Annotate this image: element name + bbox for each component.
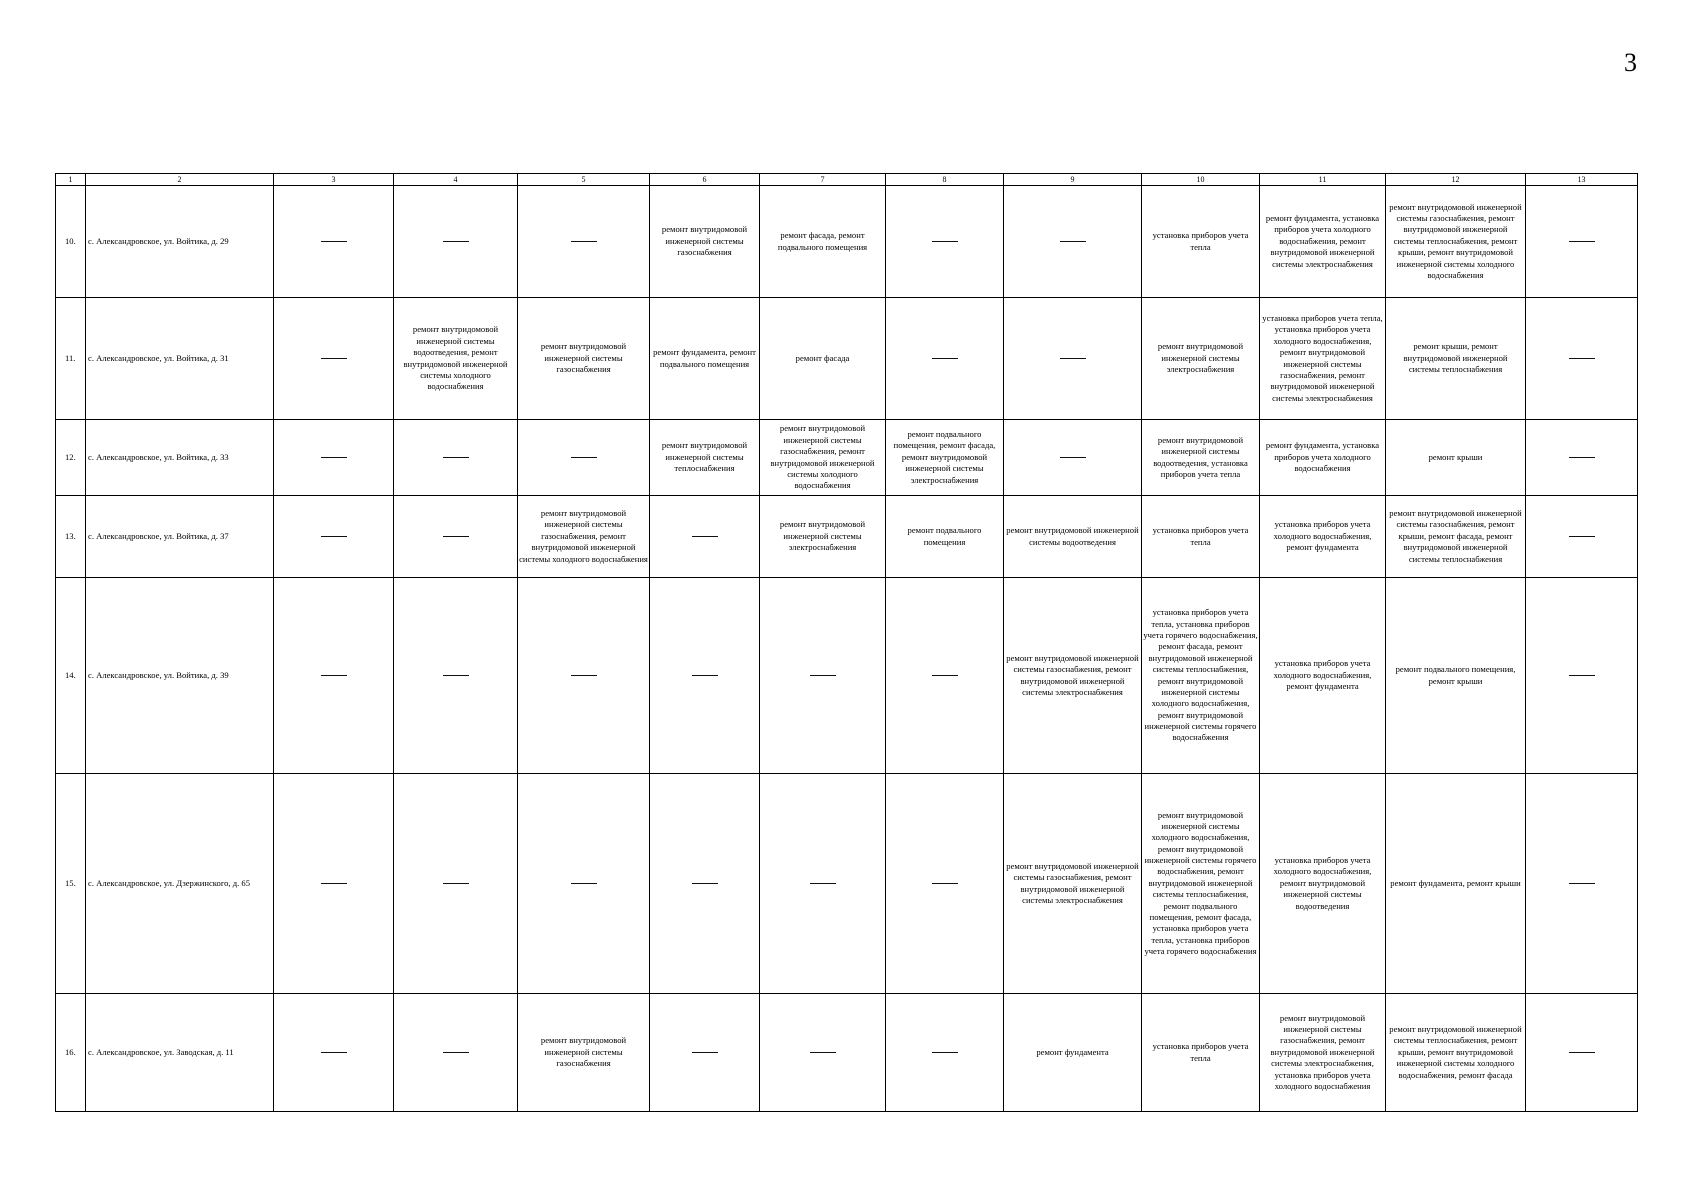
work-cell: ремонт внутридомовой инженерной системы газоснабжения: [518, 298, 650, 420]
empty-dash-cell: [394, 496, 518, 578]
empty-dash-cell: [886, 298, 1004, 420]
work-cell: установка приборов учета тепла, установка приборов учета горячего водоснабжения, ремонт фасада, ремонт внутридомовой инженерной системы теплоснабжения, ремонт внутридомовой инженерной системы холодного водоснабжения, ремонт внутридомовой инженерной системы горячего водоснабжения: [1142, 578, 1260, 774]
empty-dash-cell: [274, 420, 394, 496]
dash-mark: [1569, 241, 1595, 242]
dash-mark: [1060, 241, 1086, 242]
dash-mark: [571, 457, 597, 458]
table-row: [56, 420, 1638, 496]
table-row: [56, 298, 1638, 420]
work-cell: ремонт внутридомовой инженерной системы газоснабжения, ремонт внутридомовой инженерной системы электроснабжения: [1004, 578, 1142, 774]
empty-dash-cell: [650, 994, 760, 1112]
dash-mark: [810, 675, 836, 676]
column-number-7: 7: [760, 174, 886, 186]
dash-mark: [932, 241, 958, 242]
dash-mark: [932, 883, 958, 884]
empty-dash-cell: [760, 994, 886, 1112]
work-cell: ремонт внутридомовой инженерной системы электроснабжения: [1142, 298, 1260, 420]
work-cell: ремонт внутридомовой инженерной системы газоснабжения, ремонт внутридомовой инженерной системы холодного водоснабжения: [760, 420, 886, 496]
row-number: 11.: [56, 298, 86, 420]
empty-dash-cell: [1526, 420, 1638, 496]
table-row: [56, 496, 1638, 578]
dash-mark: [443, 457, 469, 458]
empty-dash-cell: [886, 994, 1004, 1112]
work-cell: ремонт фундамента, установка приборов учета холодного водоснабжения: [1260, 420, 1386, 496]
empty-dash-cell: [760, 774, 886, 994]
dash-mark: [692, 675, 718, 676]
work-cell: установка приборов учета холодного водоснабжения, ремонт фундамента: [1260, 578, 1386, 774]
work-cell: ремонт крыши: [1386, 420, 1526, 496]
empty-dash-cell: [394, 774, 518, 994]
table-body: [56, 174, 1638, 1112]
empty-dash-cell: [1526, 496, 1638, 578]
table-row: [56, 186, 1638, 298]
dash-mark: [321, 1052, 347, 1053]
empty-dash-cell: [518, 774, 650, 994]
column-number-5: 5: [518, 174, 650, 186]
row-number: 12.: [56, 420, 86, 496]
dash-mark: [321, 883, 347, 884]
work-cell: ремонт фундамента, установка приборов учета холодного водоснабжения, ремонт внутридомовой инженерной системы электроснабжения: [1260, 186, 1386, 298]
address-cell: с. Александровское, ул. Войтика, д. 39: [86, 578, 274, 774]
column-number-8: 8: [886, 174, 1004, 186]
work-cell: ремонт фасада: [760, 298, 886, 420]
row-number: 15.: [56, 774, 86, 994]
column-number-1: 1: [56, 174, 86, 186]
table-row: [56, 578, 1638, 774]
work-cell: ремонт внутридомовой инженерной системы водоотведения, установка приборов учета тепла: [1142, 420, 1260, 496]
column-number-13: 13: [1526, 174, 1638, 186]
work-cell: установка приборов учета тепла: [1142, 496, 1260, 578]
page-number: 3: [1624, 48, 1637, 77]
dash-mark: [1569, 536, 1595, 537]
work-cell: установка приборов учета тепла: [1142, 186, 1260, 298]
dash-mark: [932, 1052, 958, 1053]
empty-dash-cell: [650, 774, 760, 994]
address-cell: с. Александровское, ул. Войтика, д. 37: [86, 496, 274, 578]
empty-dash-cell: [1526, 298, 1638, 420]
column-number-3: 3: [274, 174, 394, 186]
dash-mark: [321, 358, 347, 359]
empty-dash-cell: [274, 994, 394, 1112]
empty-dash-cell: [650, 496, 760, 578]
empty-dash-cell: [518, 420, 650, 496]
dash-mark: [1569, 358, 1595, 359]
dash-mark: [443, 883, 469, 884]
dash-mark: [321, 241, 347, 242]
work-cell: ремонт внутридомовой инженерной системы газоснабжения, ремонт внутридомовой инженерной системы электроснабжения, установка приборов учета холодного водоснабжения: [1260, 994, 1386, 1112]
dash-mark: [571, 675, 597, 676]
work-cell: установка приборов учета тепла: [1142, 994, 1260, 1112]
empty-dash-cell: [650, 578, 760, 774]
work-cell: ремонт фундамента, ремонт подвального помещения: [650, 298, 760, 420]
empty-dash-cell: [1004, 298, 1142, 420]
work-cell: ремонт фасада, ремонт подвального помещения: [760, 186, 886, 298]
dash-mark: [321, 675, 347, 676]
empty-dash-cell: [1526, 774, 1638, 994]
empty-dash-cell: [394, 186, 518, 298]
empty-dash-cell: [1004, 186, 1142, 298]
column-number-4: 4: [394, 174, 518, 186]
empty-dash-cell: [274, 186, 394, 298]
empty-dash-cell: [274, 578, 394, 774]
dash-mark: [321, 536, 347, 537]
dash-mark: [810, 1052, 836, 1053]
works-table: [55, 173, 1638, 1112]
column-number-row: [56, 174, 1638, 186]
address-cell: с. Александровское, ул. Заводская, д. 11: [86, 994, 274, 1112]
dash-mark: [443, 241, 469, 242]
dash-mark: [1060, 457, 1086, 458]
row-number: 14.: [56, 578, 86, 774]
dash-mark: [810, 883, 836, 884]
empty-dash-cell: [394, 420, 518, 496]
dash-mark: [1060, 358, 1086, 359]
empty-dash-cell: [886, 186, 1004, 298]
column-number-12: 12: [1386, 174, 1526, 186]
address-cell: с. Александровское, ул. Войтика, д. 29: [86, 186, 274, 298]
column-number-10: 10: [1142, 174, 1260, 186]
dash-mark: [443, 1052, 469, 1053]
address-cell: с. Александровское, ул. Дзержинского, д. 65: [86, 774, 274, 994]
empty-dash-cell: [274, 774, 394, 994]
dash-mark: [321, 457, 347, 458]
work-cell: ремонт внутридомовой инженерной системы газоснабжения, ремонт внутридомовой инженерной системы холодного водоснабжения: [518, 496, 650, 578]
dash-mark: [932, 358, 958, 359]
dash-mark: [1569, 675, 1595, 676]
dash-mark: [692, 536, 718, 537]
work-cell: ремонт внутридомовой инженерной системы газоснабжения, ремонт внутридомовой инженерной системы электроснабжения: [1004, 774, 1142, 994]
dash-mark: [932, 675, 958, 676]
work-cell: ремонт фундамента: [1004, 994, 1142, 1112]
empty-dash-cell: [1526, 994, 1638, 1112]
work-cell: ремонт внутридомовой инженерной системы газоснабжения, ремонт крыши, ремонт фасада, ремонт внутридомовой инженерной системы теплоснабжения: [1386, 496, 1526, 578]
work-cell: ремонт внутридомовой инженерной системы газоснабжения: [518, 994, 650, 1112]
work-cell: ремонт внутридомовой инженерной системы газоснабжения, ремонт внутридомовой инженерной системы теплоснабжения, ремонт крыши, ремонт внутридомовой инженерной системы холодного водоснабжения: [1386, 186, 1526, 298]
work-cell: установка приборов учета холодного водоснабжения, ремонт внутридомовой инженерной системы водоотведения: [1260, 774, 1386, 994]
empty-dash-cell: [760, 578, 886, 774]
row-number: 16.: [56, 994, 86, 1112]
column-number-11: 11: [1260, 174, 1386, 186]
dash-mark: [443, 536, 469, 537]
empty-dash-cell: [394, 578, 518, 774]
empty-dash-cell: [886, 578, 1004, 774]
row-number: 10.: [56, 186, 86, 298]
empty-dash-cell: [1526, 186, 1638, 298]
row-number: 13.: [56, 496, 86, 578]
work-cell: ремонт внутридомовой инженерной системы водоотведения, ремонт внутридомовой инженерной системы холодного водоснабжения: [394, 298, 518, 420]
empty-dash-cell: [518, 578, 650, 774]
address-cell: с. Александровское, ул. Войтика, д. 31: [86, 298, 274, 420]
empty-dash-cell: [274, 496, 394, 578]
dash-mark: [443, 675, 469, 676]
dash-mark: [1569, 1052, 1595, 1053]
dash-mark: [571, 241, 597, 242]
empty-dash-cell: [518, 186, 650, 298]
work-cell: ремонт внутридомовой инженерной системы электроснабжения: [760, 496, 886, 578]
work-cell: ремонт крыши, ремонт внутридомовой инженерной системы теплоснабжения: [1386, 298, 1526, 420]
dash-mark: [1569, 883, 1595, 884]
dash-mark: [1569, 457, 1595, 458]
work-cell: ремонт подвального помещения: [886, 496, 1004, 578]
empty-dash-cell: [1526, 578, 1638, 774]
dash-mark: [692, 883, 718, 884]
address-cell: с. Александровское, ул. Войтика, д. 33: [86, 420, 274, 496]
work-cell: установка приборов учета тепла, установка приборов учета холодного водоснабжения, ремонт внутридомовой инженерной системы газоснабжения, ремонт внутридомовой инженерной системы электроснабжения: [1260, 298, 1386, 420]
work-cell: ремонт подвального помещения, ремонт фасада, ремонт внутридомовой инженерной системы электроснабжения: [886, 420, 1004, 496]
work-cell: ремонт внутридомовой инженерной системы газоснабжения: [650, 186, 760, 298]
empty-dash-cell: [394, 994, 518, 1112]
work-cell: установка приборов учета холодного водоснабжения, ремонт фундамента: [1260, 496, 1386, 578]
column-number-9: 9: [1004, 174, 1142, 186]
dash-mark: [692, 1052, 718, 1053]
work-cell: ремонт внутридомовой инженерной системы холодного водоснабжения, ремонт внутридомовой инженерной системы горячего водоснабжения, ремонт внутридомовой инженерной системы теплоснабжения, ремонт подвального помещения, ремонт фасада, установка приборов учета тепла, установка приборов учета горячего водоснабжения: [1142, 774, 1260, 994]
empty-dash-cell: [886, 774, 1004, 994]
table-row: [56, 994, 1638, 1112]
work-cell: ремонт фундамента, ремонт крыши: [1386, 774, 1526, 994]
work-cell: ремонт подвального помещения, ремонт крыши: [1386, 578, 1526, 774]
empty-dash-cell: [274, 298, 394, 420]
work-cell: ремонт внутридомовой инженерной системы теплоснабжения: [650, 420, 760, 496]
dash-mark: [571, 883, 597, 884]
column-number-6: 6: [650, 174, 760, 186]
column-number-2: 2: [86, 174, 274, 186]
work-cell: ремонт внутридомовой инженерной системы теплоснабжения, ремонт крыши, ремонт внутридомовой инженерной системы холодного водоснабжения, ремонт фасада: [1386, 994, 1526, 1112]
work-cell: ремонт внутридомовой инженерной системы водоотведения: [1004, 496, 1142, 578]
table-row: [56, 774, 1638, 994]
empty-dash-cell: [1004, 420, 1142, 496]
